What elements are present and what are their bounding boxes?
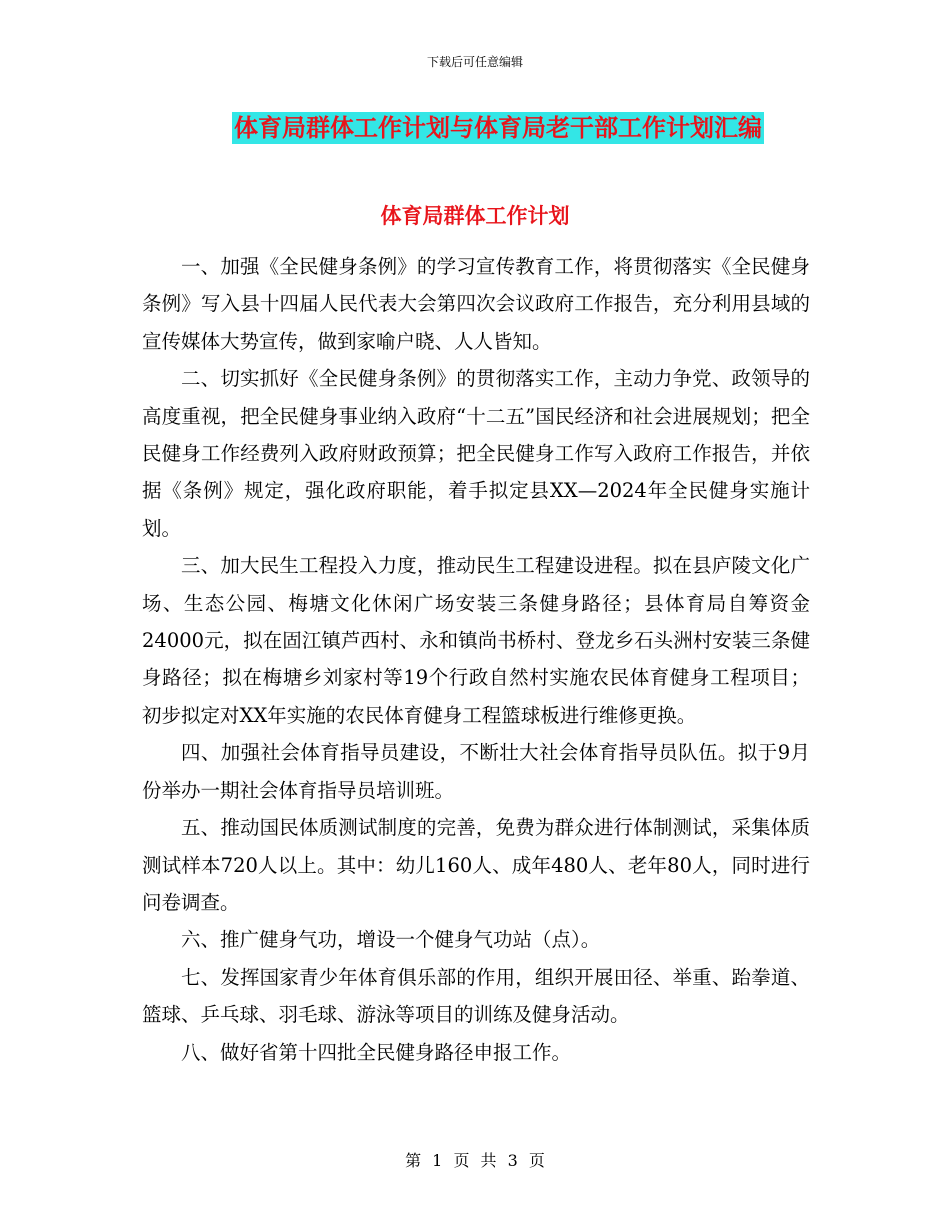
- page-indicator: 第 1 页 共 3 页: [405, 1151, 545, 1170]
- paragraph-3: 三、加大民生工程投入力度，推动民生工程建设进程。拟在县庐陵文化广场、生态公园、梅塘文化休闲广场安装三条健身路径；县体育局自筹资金24000元，拟在固江镇芦西村、永和镇尚书桥村、登龙乡石头洲村安装三条健身路径；拟在梅塘乡刘家村等19个行政自然村实施农民体育健身工程项目；初步拟定对XX年实施的农民体育健身工程篮球板进行维修更换。: [142, 554, 810, 727]
- paragraph-6: 六、推广健身气功，增设一个健身气功站（点）。: [181, 928, 601, 952]
- document-body: [142, 248, 810, 1071]
- paragraph-2: 二、切实抓好《全民健身条例》的贯彻落实工作，主动力争党、政领导的高度重视，把全民健身事业纳入政府“十二五”国民经济和社会进展规划；把全民健身工作经费列入政府财政预算；把全民健身工作写入政府工作报告，并依据《条例》规定，强化政府职能，着手拟定县XX—2024年全民健身实施计划。: [142, 367, 810, 540]
- main-title-container: [0, 112, 950, 144]
- header-note: 下载后可任意编辑: [426, 55, 523, 69]
- main-title: 体育局群体工作计划与体育局老干部工作计划汇编: [234, 114, 762, 142]
- paragraph-1: 一、加强《全民健身条例》的学习宣传教育工作，将贯彻落实《全民健身条例》写入县十四届人民代表大会第四次会议政府工作报告，充分利用县域的宣传媒体大势宣传，做到家喻户晓、人人皆知。: [142, 255, 810, 353]
- paragraph-5: 五、推动国民体质测试制度的完善，免费为群众进行体制测试，采集体质测试样本720人以上。其中：幼儿160人、成年480人、老年80人，同时进行问卷调查。: [142, 816, 810, 914]
- paragraph-4: 四、加强社会体育指导员建设，不断壮大社会体育指导员队伍。拟于9月份举办一期社会体育指导员培训班。: [142, 741, 810, 802]
- paragraph-7: 七、发挥国家青少年体育俱乐部的作用，组织开展田径、举重、跆拳道、篮球、乒乓球、羽毛球、游泳等项目的训练及健身活动。: [142, 965, 810, 1027]
- section-title: 体育局群体工作计划: [380, 204, 570, 228]
- paragraph-8: 八、做好省第十四批全民健身路径申报工作。: [181, 1040, 572, 1064]
